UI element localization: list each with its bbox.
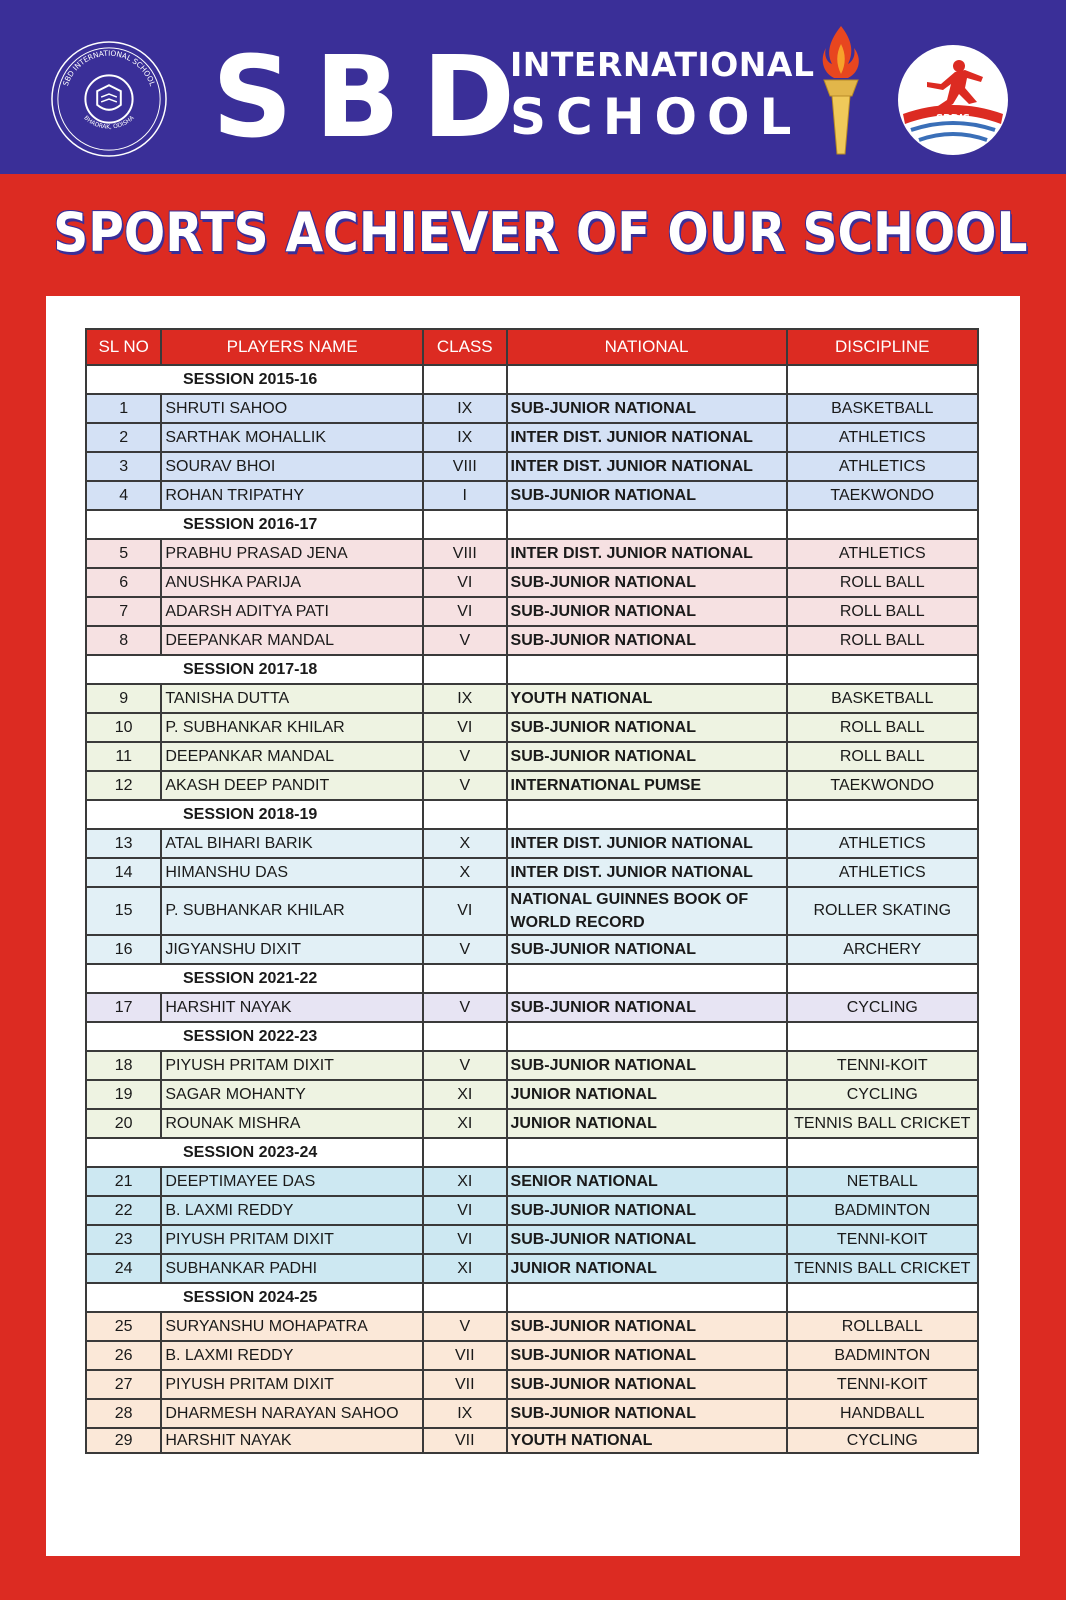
national-cell: YOUTH NATIONAL	[507, 1428, 787, 1453]
table-row	[86, 887, 978, 935]
sl-no-cell: 25	[86, 1312, 161, 1341]
class-cell: VII	[423, 1341, 506, 1370]
national-cell: SUB-JUNIOR NATIONAL	[507, 568, 787, 597]
sl-no-cell: 11	[86, 742, 161, 771]
page-title: SPORTS ACHIEVER OF OUR SCHOOL	[53, 201, 1028, 264]
player-name-cell: SARTHAK MOHALLIK	[161, 423, 423, 452]
class-cell: XI	[423, 1167, 506, 1196]
sl-no-cell: 16	[86, 935, 161, 964]
discipline-cell: TENNI-KOIT	[787, 1225, 978, 1254]
session-label: SESSION 2021-22	[86, 964, 423, 993]
empty-cell	[423, 1138, 506, 1167]
empty-cell	[507, 1283, 787, 1312]
discipline-cell: HANDBALL	[787, 1399, 978, 1428]
national-cell: INTER DIST. JUNIOR NATIONAL	[507, 423, 787, 452]
col-national: NATIONAL	[507, 329, 787, 365]
session-label: SESSION 2022-23	[86, 1022, 423, 1051]
session-row	[86, 365, 978, 394]
empty-cell	[507, 1138, 787, 1167]
discipline-cell: ROLLER SKATING	[787, 887, 978, 935]
national-cell: INTERNATIONAL PUMSE	[507, 771, 787, 800]
national-cell: SUB-JUNIOR NATIONAL	[507, 935, 787, 964]
session-label: SESSION 2016-17	[86, 510, 423, 539]
class-cell: X	[423, 858, 506, 887]
player-name-cell: P. SUBHANKAR KHILAR	[161, 713, 423, 742]
discipline-cell: ATHLETICS	[787, 452, 978, 481]
national-cell: SUB-JUNIOR NATIONAL	[507, 1196, 787, 1225]
player-name-cell: P. SUBHANKAR KHILAR	[161, 887, 423, 935]
brand-international: INTERNATIONAL	[510, 45, 815, 84]
sl-no-cell: 24	[86, 1254, 161, 1283]
sl-no-cell: 4	[86, 481, 161, 510]
player-name-cell: PRABHU PRASAD JENA	[161, 539, 423, 568]
class-cell: VIII	[423, 452, 506, 481]
sl-no-cell: 26	[86, 1341, 161, 1370]
discipline-cell: ARCHERY	[787, 935, 978, 964]
session-label: SESSION 2018-19	[86, 800, 423, 829]
table-row	[86, 684, 978, 713]
table-row	[86, 1341, 978, 1370]
table-row	[86, 394, 978, 423]
sl-no-cell: 14	[86, 858, 161, 887]
table-row	[86, 1370, 978, 1399]
class-cell: VI	[423, 1196, 506, 1225]
discipline-cell: TENNIS BALL CRICKET	[787, 1109, 978, 1138]
class-cell: VI	[423, 597, 506, 626]
player-name-cell: SURYANSHU MOHAPATRA	[161, 1312, 423, 1341]
sl-no-cell: 8	[86, 626, 161, 655]
class-cell: V	[423, 626, 506, 655]
class-cell: VI	[423, 568, 506, 597]
national-cell: YOUTH NATIONAL	[507, 684, 787, 713]
sl-no-cell: 1	[86, 394, 161, 423]
discipline-cell: ROLLBALL	[787, 1312, 978, 1341]
sl-no-cell: 27	[86, 1370, 161, 1399]
empty-cell	[507, 1022, 787, 1051]
achievers-table	[85, 328, 979, 1454]
player-name-cell: ROUNAK MISHRA	[161, 1109, 423, 1138]
class-cell: IX	[423, 684, 506, 713]
player-name-cell: B. LAXMI REDDY	[161, 1196, 423, 1225]
brand-school: SCHOOL	[510, 88, 802, 146]
national-cell: NATIONAL GUINNES BOOK OF WORLD RECORD	[507, 887, 787, 935]
col-players-name: PLAYERS NAME	[161, 329, 423, 365]
discipline-cell: ROLL BALL	[787, 742, 978, 771]
col-discipline: DISCIPLINE	[787, 329, 978, 365]
sl-no-cell: 5	[86, 539, 161, 568]
class-cell: VI	[423, 1225, 506, 1254]
table-row	[86, 742, 978, 771]
national-cell: SENIOR NATIONAL	[507, 1167, 787, 1196]
sports-badge-icon	[897, 44, 1009, 156]
discipline-cell: CYCLING	[787, 1428, 978, 1453]
emblem-place: BHADRAK, ODISHA	[82, 115, 136, 131]
player-name-cell: AKASH DEEP PANDIT	[161, 771, 423, 800]
empty-cell	[423, 1022, 506, 1051]
school-emblem-icon	[50, 40, 168, 158]
table-row	[86, 1051, 978, 1080]
national-cell: SUB-JUNIOR NATIONAL	[507, 626, 787, 655]
class-cell: V	[423, 1312, 506, 1341]
player-name-cell: SAGAR MOHANTY	[161, 1080, 423, 1109]
player-name-cell: DEEPTIMAYEE DAS	[161, 1167, 423, 1196]
sports-badge-label: SBDIS	[935, 113, 971, 124]
table-row	[86, 713, 978, 742]
table-row	[86, 1167, 978, 1196]
sl-no-cell: 23	[86, 1225, 161, 1254]
table-row	[86, 481, 978, 510]
player-name-cell: SHRUTI SAHOO	[161, 394, 423, 423]
player-name-cell: JIGYANSHU DIXIT	[161, 935, 423, 964]
national-cell: SUB-JUNIOR NATIONAL	[507, 993, 787, 1022]
discipline-cell: BADMINTON	[787, 1196, 978, 1225]
player-name-cell: SOURAV BHOI	[161, 452, 423, 481]
class-cell: XI	[423, 1109, 506, 1138]
class-cell: VII	[423, 1370, 506, 1399]
col-class: CLASS	[423, 329, 506, 365]
sl-no-cell: 19	[86, 1080, 161, 1109]
player-name-cell: HARSHIT NAYAK	[161, 1428, 423, 1453]
national-cell: INTER DIST. JUNIOR NATIONAL	[507, 829, 787, 858]
empty-cell	[507, 365, 787, 394]
national-cell: SUB-JUNIOR NATIONAL	[507, 481, 787, 510]
national-cell: SUB-JUNIOR NATIONAL	[507, 1312, 787, 1341]
discipline-cell: ATHLETICS	[787, 858, 978, 887]
discipline-cell: ATHLETICS	[787, 539, 978, 568]
sl-no-cell: 6	[86, 568, 161, 597]
national-cell: SUB-JUNIOR NATIONAL	[507, 1341, 787, 1370]
discipline-cell: TENNI-KOIT	[787, 1370, 978, 1399]
player-name-cell: DHARMESH NARAYAN SAHOO	[161, 1399, 423, 1428]
player-name-cell: ANUSHKA PARIJA	[161, 568, 423, 597]
sl-no-cell: 20	[86, 1109, 161, 1138]
national-cell: SUB-JUNIOR NATIONAL	[507, 1225, 787, 1254]
class-cell: IX	[423, 1399, 506, 1428]
national-cell: SUB-JUNIOR NATIONAL	[507, 1370, 787, 1399]
table-row	[86, 829, 978, 858]
sl-no-cell: 13	[86, 829, 161, 858]
national-cell: INTER DIST. JUNIOR NATIONAL	[507, 858, 787, 887]
discipline-cell: CYCLING	[787, 993, 978, 1022]
empty-cell	[423, 655, 506, 684]
table-header-row	[86, 329, 978, 365]
session-label: SESSION 2017-18	[86, 655, 423, 684]
sl-no-cell: 21	[86, 1167, 161, 1196]
player-name-cell: ATAL BIHARI BARIK	[161, 829, 423, 858]
table-row	[86, 1254, 978, 1283]
emblem-name: SBD INTERNATIONAL SCHOOL	[60, 48, 158, 88]
empty-cell	[423, 510, 506, 539]
discipline-cell: TENNIS BALL CRICKET	[787, 1254, 978, 1283]
class-cell: IX	[423, 423, 506, 452]
empty-cell	[507, 510, 787, 539]
class-cell: V	[423, 993, 506, 1022]
player-name-cell: PIYUSH PRITAM DIXIT	[161, 1370, 423, 1399]
table-row	[86, 452, 978, 481]
class-cell: X	[423, 829, 506, 858]
table-row	[86, 597, 978, 626]
empty-cell	[787, 964, 978, 993]
achievers-panel	[46, 296, 1020, 1556]
discipline-cell: ROLL BALL	[787, 626, 978, 655]
session-label: SESSION 2024-25	[86, 1283, 423, 1312]
empty-cell	[787, 1138, 978, 1167]
national-cell: INTER DIST. JUNIOR NATIONAL	[507, 539, 787, 568]
session-row	[86, 1138, 978, 1167]
empty-cell	[787, 800, 978, 829]
discipline-cell: NETBALL	[787, 1167, 978, 1196]
class-cell: I	[423, 481, 506, 510]
national-cell: SUB-JUNIOR NATIONAL	[507, 394, 787, 423]
discipline-cell: ROLL BALL	[787, 568, 978, 597]
discipline-cell: ATHLETICS	[787, 423, 978, 452]
player-name-cell: HARSHIT NAYAK	[161, 993, 423, 1022]
empty-cell	[787, 1283, 978, 1312]
empty-cell	[507, 655, 787, 684]
session-row	[86, 964, 978, 993]
discipline-cell: CYCLING	[787, 1080, 978, 1109]
sl-no-cell: 17	[86, 993, 161, 1022]
sl-no-cell: 18	[86, 1051, 161, 1080]
sl-no-cell: 9	[86, 684, 161, 713]
empty-cell	[507, 964, 787, 993]
table-row	[86, 935, 978, 964]
table-row	[86, 1399, 978, 1428]
national-cell: INTER DIST. JUNIOR NATIONAL	[507, 452, 787, 481]
discipline-cell: BADMINTON	[787, 1341, 978, 1370]
empty-cell	[787, 365, 978, 394]
empty-cell	[423, 1283, 506, 1312]
empty-cell	[507, 800, 787, 829]
session-row	[86, 1283, 978, 1312]
sl-no-cell: 15	[86, 887, 161, 935]
class-cell: VI	[423, 713, 506, 742]
session-label: SESSION 2023-24	[86, 1138, 423, 1167]
empty-cell	[423, 800, 506, 829]
empty-cell	[787, 655, 978, 684]
national-cell: JUNIOR NATIONAL	[507, 1109, 787, 1138]
table-row	[86, 771, 978, 800]
player-name-cell: PIYUSH PRITAM DIXIT	[161, 1225, 423, 1254]
player-name-cell: ADARSH ADITYA PATI	[161, 597, 423, 626]
class-cell: VIII	[423, 539, 506, 568]
class-cell: V	[423, 771, 506, 800]
class-cell: V	[423, 742, 506, 771]
discipline-cell: TENNI-KOIT	[787, 1051, 978, 1080]
session-label: SESSION 2015-16	[86, 365, 423, 394]
session-row	[86, 655, 978, 684]
empty-cell	[787, 510, 978, 539]
discipline-cell: TAEKWONDO	[787, 771, 978, 800]
player-name-cell: HIMANSHU DAS	[161, 858, 423, 887]
session-row	[86, 800, 978, 829]
discipline-cell: ROLL BALL	[787, 597, 978, 626]
table-row	[86, 993, 978, 1022]
table-row	[86, 539, 978, 568]
player-name-cell: ROHAN TRIPATHY	[161, 481, 423, 510]
empty-cell	[423, 964, 506, 993]
col-sl-no: SL NO	[86, 329, 161, 365]
player-name-cell: SUBHANKAR PADHI	[161, 1254, 423, 1283]
national-cell: JUNIOR NATIONAL	[507, 1254, 787, 1283]
player-name-cell: TANISHA DUTTA	[161, 684, 423, 713]
table-row	[86, 1225, 978, 1254]
player-name-cell: B. LAXMI REDDY	[161, 1341, 423, 1370]
empty-cell	[423, 365, 506, 394]
national-cell: JUNIOR NATIONAL	[507, 1080, 787, 1109]
table-row	[86, 1196, 978, 1225]
class-cell: VI	[423, 887, 506, 935]
class-cell: XI	[423, 1254, 506, 1283]
table-row	[86, 1080, 978, 1109]
national-cell: SUB-JUNIOR NATIONAL	[507, 1051, 787, 1080]
sl-no-cell: 29	[86, 1428, 161, 1453]
table-row	[86, 423, 978, 452]
table-row	[86, 858, 978, 887]
sl-no-cell: 10	[86, 713, 161, 742]
session-row	[86, 510, 978, 539]
discipline-cell: BASKETBALL	[787, 684, 978, 713]
player-name-cell: DEEPANKAR MANDAL	[161, 626, 423, 655]
discipline-cell: BASKETBALL	[787, 394, 978, 423]
table-row	[86, 568, 978, 597]
national-cell: SUB-JUNIOR NATIONAL	[507, 742, 787, 771]
discipline-cell: ATHLETICS	[787, 829, 978, 858]
torch-icon	[812, 22, 870, 158]
class-cell: V	[423, 935, 506, 964]
table-row	[86, 1312, 978, 1341]
discipline-cell: TAEKWONDO	[787, 481, 978, 510]
player-name-cell: PIYUSH PRITAM DIXIT	[161, 1051, 423, 1080]
national-cell: SUB-JUNIOR NATIONAL	[507, 597, 787, 626]
empty-cell	[787, 1022, 978, 1051]
class-cell: IX	[423, 394, 506, 423]
table-row	[86, 1109, 978, 1138]
header-banner	[0, 0, 1066, 174]
sl-no-cell: 28	[86, 1399, 161, 1428]
brand-sbd: SBD	[212, 33, 537, 163]
sl-no-cell: 7	[86, 597, 161, 626]
player-name-cell: DEEPANKAR MANDAL	[161, 742, 423, 771]
table-row	[86, 1428, 978, 1453]
discipline-cell: ROLL BALL	[787, 713, 978, 742]
class-cell: XI	[423, 1080, 506, 1109]
sl-no-cell: 22	[86, 1196, 161, 1225]
class-cell: VII	[423, 1428, 506, 1453]
sl-no-cell: 2	[86, 423, 161, 452]
class-cell: V	[423, 1051, 506, 1080]
table-row	[86, 626, 978, 655]
session-row	[86, 1022, 978, 1051]
sl-no-cell: 3	[86, 452, 161, 481]
sl-no-cell: 12	[86, 771, 161, 800]
national-cell: SUB-JUNIOR NATIONAL	[507, 713, 787, 742]
national-cell: SUB-JUNIOR NATIONAL	[507, 1399, 787, 1428]
